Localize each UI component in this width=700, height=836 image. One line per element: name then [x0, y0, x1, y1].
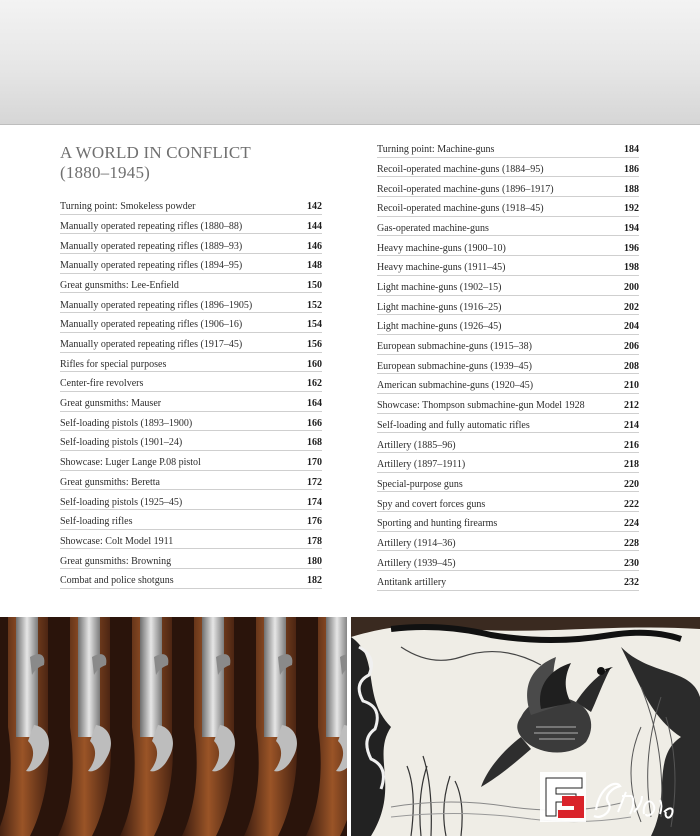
- toc-entry-page: 212: [624, 400, 639, 412]
- toc-entry-page: 146: [307, 240, 322, 252]
- toc-entry-page: 216: [624, 439, 639, 451]
- toc-entry-page: 180: [307, 555, 322, 567]
- toc-entry: [377, 335, 639, 355]
- toc-entry-page: 150: [307, 279, 322, 291]
- toc-entry: [377, 177, 639, 197]
- toc-entry-page: 202: [624, 301, 639, 313]
- toc-entry: [377, 433, 639, 453]
- rifle-rack-illustration: [0, 617, 347, 836]
- toc-entry-title: Recoil-operated machine-guns (1896–1917): [377, 183, 554, 195]
- toc-entry-page: 164: [307, 398, 322, 410]
- toc-entry: [377, 414, 639, 434]
- toc-entry-page: 178: [307, 535, 322, 547]
- toc-entry: [377, 374, 639, 394]
- toc-entry-title: Manually operated repeating rifles (1880–88): [60, 220, 243, 232]
- toc-entry-page: 224: [624, 518, 639, 530]
- toc-entry: [60, 471, 322, 491]
- section-title-line2: (1880–1945): [60, 163, 151, 182]
- toc-entry-title: Manually operated repeating rifles (1896–1905): [60, 299, 253, 311]
- toc-entry-title: American submachine-guns (1920–45): [377, 380, 534, 392]
- toc-entry-title: Heavy machine-guns (1911–45): [377, 262, 506, 274]
- toc-entry-title: Manually operated repeating rifles (1917–45): [60, 339, 243, 350]
- toc-entry: [377, 492, 639, 512]
- toc-entry-page: 208: [624, 360, 639, 372]
- toc-entry: [60, 333, 322, 353]
- toc-entry: [60, 412, 322, 432]
- toc-entry: [60, 215, 322, 235]
- toc-entry-title: Rifles for special purposes: [60, 358, 167, 370]
- toc-entry: [60, 274, 322, 294]
- toc-entry: [60, 392, 322, 412]
- toc-entry-title: Light machine-guns (1916–25): [377, 301, 502, 313]
- toc-entry-title: Showcase: Colt Model 1911: [60, 535, 174, 547]
- toc-entry-page: 228: [624, 537, 639, 549]
- toc-entry-page: 144: [307, 220, 322, 232]
- toc-entry-title: Turning point: Machine-guns: [377, 144, 495, 156]
- toc-entry: [60, 372, 322, 392]
- toc-entry-title: Spy and covert forces guns: [377, 498, 486, 510]
- toc-entry-title: Light machine-guns (1902–15): [377, 282, 502, 293]
- toc-entry-title: Great gunsmiths: Mauser: [60, 398, 162, 410]
- toc-entry-title: Self-loading pistols (1925–45): [60, 496, 183, 508]
- toc-entry-title: Great gunsmiths: Beretta: [60, 476, 160, 488]
- toc-entry: [377, 532, 639, 552]
- toc-entry-title: Artillery (1885–96): [377, 439, 456, 451]
- toc-list-right: [377, 138, 639, 591]
- toc-entry-page: 168: [307, 437, 322, 449]
- toc-entry: [60, 195, 322, 215]
- toc-entry-title: Manually operated repeating rifles (1906–16): [60, 319, 243, 331]
- toc-entry-title: Self-loading pistols (1893–1900): [60, 417, 193, 429]
- toc-entry-page: 166: [307, 417, 322, 429]
- toc-entry: [60, 431, 322, 451]
- toc-entry-page: 200: [624, 282, 639, 293]
- toc-entry-title: Manually operated repeating rifles (1889–93): [60, 240, 243, 252]
- toc-entry-page: 156: [307, 339, 322, 350]
- toc-entry-title: Sporting and hunting firearms: [377, 518, 498, 530]
- toc-entry-page: 196: [624, 242, 639, 254]
- toc-entry-page: 170: [307, 457, 322, 469]
- toc-entry: [60, 549, 322, 569]
- toc-entry-page: 220: [624, 478, 639, 490]
- toc-entry-page: 192: [624, 203, 639, 215]
- toc-entry-title: Light machine-guns (1926–45): [377, 321, 502, 333]
- toc-entry: [60, 510, 322, 530]
- toc-entry-title: Heavy machine-guns (1900–10): [377, 242, 506, 254]
- toc-entry-title: Self-loading rifles: [60, 516, 133, 528]
- toc-entry: [60, 490, 322, 510]
- toc-entry-page: 188: [624, 183, 639, 195]
- toc-entry: [377, 158, 639, 178]
- toc-entry: [377, 315, 639, 335]
- toc-entry-page: 218: [624, 459, 639, 471]
- toc-entry-page: 198: [624, 262, 639, 274]
- toc-entry-page: 194: [624, 222, 639, 234]
- toc-entry-page: 230: [624, 557, 639, 569]
- header-band: [0, 0, 700, 125]
- toc-entry: [60, 234, 322, 254]
- toc-entry-page: 222: [624, 498, 639, 510]
- toc-entry: [60, 451, 322, 471]
- toc-entry-page: 182: [307, 575, 322, 587]
- toc-entry: [377, 236, 639, 256]
- toc-entry-page: 162: [307, 378, 322, 390]
- toc-entry-title: Special-purpose guns: [377, 478, 463, 490]
- section-title-line1: A WORLD IN CONFLICT: [60, 143, 251, 162]
- toc-entry: [377, 551, 639, 571]
- toc-entry-title: Manually operated repeating rifles (1894–95): [60, 260, 243, 272]
- toc-entry-page: 174: [307, 496, 322, 508]
- fs-studio-logo-icon: [538, 766, 688, 828]
- toc-entry: [377, 571, 639, 591]
- toc-entry-page: 186: [624, 163, 639, 175]
- toc-entry-title: Antitank artillery: [377, 577, 447, 589]
- engraving-photo: [351, 617, 700, 836]
- toc-entry-title: Self-loading pistols (1901–24): [60, 437, 183, 449]
- toc-entry-page: 232: [624, 577, 639, 589]
- toc-entry: [60, 530, 322, 550]
- toc-entry: [377, 453, 639, 473]
- toc-entry: [377, 197, 639, 217]
- toc-entry-title: Showcase: Thompson submachine-gun Model 1928: [377, 400, 585, 412]
- toc-column-right: [377, 138, 639, 591]
- toc-entry: [60, 293, 322, 313]
- toc-entry-title: Artillery (1914–36): [377, 537, 456, 549]
- studio-watermark: [538, 766, 688, 828]
- toc-entry: [377, 355, 639, 375]
- toc-entry-title: Center-fire revolvers: [60, 378, 144, 390]
- toc-entry-page: 172: [307, 476, 322, 488]
- toc-entry: [377, 394, 639, 414]
- toc-entry-title: European submachine-guns (1939–45): [377, 360, 532, 372]
- toc-entry: [377, 276, 639, 296]
- toc-entry-title: Recoil-operated machine-guns (1918–45): [377, 203, 544, 215]
- toc-entry: [377, 512, 639, 532]
- toc-entry-page: 204: [624, 321, 639, 333]
- toc-entry-title: Turning point: Smokeless powder: [60, 201, 196, 213]
- toc-entry-title: European submachine-guns (1915–38): [377, 341, 532, 353]
- toc-entry-page: 184: [624, 144, 639, 156]
- toc-entry-page: 152: [307, 299, 322, 311]
- toc-entry: [60, 353, 322, 373]
- toc-column-left: [60, 143, 322, 589]
- toc-entry-page: 154: [307, 319, 322, 331]
- toc-entry: [60, 254, 322, 274]
- toc-entry-title: Combat and police shotguns: [60, 575, 174, 587]
- toc-entry: [377, 473, 639, 493]
- toc-entry: [377, 138, 639, 158]
- section-title: [60, 143, 322, 183]
- toc-entry-title: Showcase: Luger Lange P.08 pistol: [60, 457, 201, 469]
- toc-entry-page: 160: [307, 358, 322, 370]
- toc-entry-page: 206: [624, 341, 639, 353]
- toc-entry: [60, 313, 322, 333]
- toc-entry-page: 176: [307, 516, 322, 528]
- rifle-rack-photo: [0, 617, 347, 836]
- toc-entry: [377, 296, 639, 316]
- toc-entry-page: 214: [624, 419, 639, 431]
- toc-entry-title: Self-loading and fully automatic rifles: [377, 419, 530, 431]
- toc-entry-title: Artillery (1897–1911): [377, 459, 466, 471]
- toc-entry-page: 210: [624, 380, 639, 392]
- toc-list-left: [60, 195, 322, 589]
- toc-entry: [377, 256, 639, 276]
- toc-entry: [377, 217, 639, 237]
- toc-entry-title: Artillery (1939–45): [377, 557, 456, 569]
- toc-entry-title: Gas-operated machine-guns: [377, 222, 489, 234]
- toc-entry-title: Great gunsmiths: Lee-Enfield: [60, 279, 179, 291]
- toc-entry-title: Recoil-operated machine-guns (1884–95): [377, 163, 544, 175]
- toc-entry-page: 148: [307, 260, 322, 272]
- toc-entry-title: Great gunsmiths: Browning: [60, 555, 172, 567]
- toc-entry: [60, 569, 322, 589]
- toc-entry-page: 142: [307, 201, 322, 213]
